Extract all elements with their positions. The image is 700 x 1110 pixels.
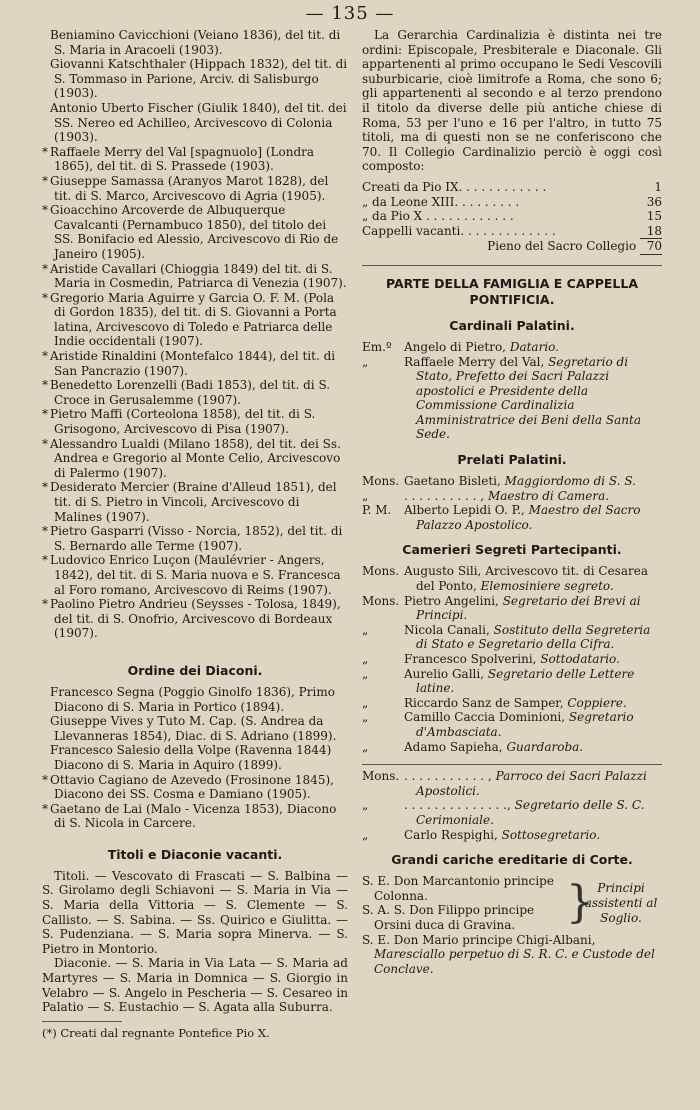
person-name: . . . . . . . . . . . , bbox=[404, 769, 492, 784]
cardinal-entry bbox=[42, 101, 348, 145]
cardinal-entry bbox=[42, 349, 348, 378]
star-mark: * bbox=[42, 173, 48, 188]
palatino-entry bbox=[362, 355, 662, 443]
sacri-rule bbox=[362, 764, 662, 765]
person-role: Maestro del Sacro Palazzo Apostolico. bbox=[416, 503, 641, 532]
star-mark: * bbox=[42, 203, 48, 218]
person-name: Nicola Canali, bbox=[404, 622, 490, 637]
person-name: Adamo Sapieha, bbox=[404, 739, 503, 754]
cardinals-list bbox=[42, 28, 348, 641]
composition-row bbox=[362, 209, 662, 224]
person-role: Segretario delle S. C. Cerimoniale. bbox=[416, 798, 645, 827]
deacon-entry-text: Francesco Salesio della Volpe (Ravenna 1844) Diacono di S. Maria in Aquiro (1899). bbox=[50, 743, 332, 772]
diaconie-text: — S. Maria in Via Lata — S. Maria ad Martyres — S. Maria in Domnica — S. Giorgio in Velabro — S. Angelo in Pescheria — S. Cesareo in Palatio — S. Eustachio — S. Agata alla Suburra. bbox=[42, 956, 348, 1015]
person-name: Raffaele Merry del Val, bbox=[404, 354, 545, 369]
person-role: Segretario d'Ambasciata. bbox=[416, 710, 634, 739]
person-name: Carlo Respighi, bbox=[404, 827, 498, 842]
composition-label: „ da Leone XIII. . . . . . . . . bbox=[362, 194, 520, 209]
deacon-entry bbox=[42, 802, 348, 831]
cardinal-entry bbox=[42, 203, 348, 261]
person-prefix: „ bbox=[362, 798, 369, 813]
cardinal-entry bbox=[42, 437, 348, 481]
star-mark: * bbox=[42, 261, 48, 276]
ereditarie-2: S. A. S. Don Filippo principe Orsini duca di Gravina. bbox=[362, 903, 535, 932]
cardinal-entry-text: Desiderato Mercier (Braine d'Alleud 1851), del tit. di S. Pietro in Vincoli, Arcivescovo di Malines (1907). bbox=[50, 480, 337, 524]
person-role: Segretario delle Lettere latine. bbox=[416, 666, 635, 696]
deacon-entry-text: Gaetano de Lai (Malo - Vicenza 1853), Diacono di S. Nicola in Carcere. bbox=[50, 801, 337, 831]
prelato-entry bbox=[362, 474, 662, 489]
composition-label: Cappelli vacanti. . . . . . . . . . . . . bbox=[362, 223, 556, 238]
sacri-entry bbox=[362, 769, 662, 798]
star-mark: * bbox=[42, 553, 48, 568]
person-role: Guardaroba. bbox=[506, 739, 584, 754]
person-prefix: „ bbox=[362, 739, 369, 754]
cardinal-entry-text: Beniamino Cavicchioni (Veiano 1836), del tit. di S. Maria in Aracoeli (1903). bbox=[50, 28, 341, 57]
deacon-entry bbox=[42, 743, 348, 772]
page-number: — 135 — bbox=[305, 3, 395, 24]
composition-label: „ da Pio X . . . . . . . . . . . . bbox=[362, 209, 514, 224]
person-prefix: „ bbox=[362, 666, 369, 681]
star-mark: * bbox=[42, 436, 48, 451]
cardinal-entry bbox=[42, 28, 348, 57]
person-name: . . . . . . . . . . . . . ., bbox=[404, 798, 511, 813]
person-name: Alberto Lepidi O. P., bbox=[404, 503, 525, 518]
cardinal-entry bbox=[42, 174, 348, 203]
person-role: Maggiordomo di S. S. bbox=[504, 474, 636, 489]
brace-icon: } bbox=[566, 877, 594, 929]
composition-value: 1 bbox=[654, 179, 662, 194]
sacri-entry bbox=[362, 828, 662, 843]
star-mark: * bbox=[42, 597, 48, 612]
sacri-list bbox=[362, 769, 662, 842]
camerieri-title: Camerieri Segreti Partecipanti. bbox=[402, 542, 622, 558]
ereditarie-1: S. E. Don Marcantonio principe Colonna. bbox=[362, 874, 554, 903]
right-column bbox=[362, 28, 662, 976]
prelati-title: Prelati Palatini. bbox=[457, 452, 567, 468]
star-mark: * bbox=[42, 480, 48, 495]
star-mark: * bbox=[42, 524, 48, 539]
star-mark: * bbox=[42, 144, 48, 159]
star-mark: * bbox=[42, 801, 48, 816]
sacri-entry bbox=[362, 798, 662, 827]
person-name: Aurelio Galli, bbox=[404, 666, 485, 681]
cardinal-entry-text: Aristide Rinaldini (Montefalco 1844), del tit. di San Pancrazio (1907). bbox=[50, 349, 336, 378]
person-role: Sottosegretario. bbox=[501, 827, 601, 842]
person-role: Elemosiniere segreto. bbox=[480, 579, 614, 594]
ereditarie-brace-label: Principi assistenti al Soglio. bbox=[584, 881, 658, 925]
composition-value: 15 bbox=[646, 209, 662, 224]
cardinal-entry-text: Antonio Uberto Fischer (Giulik 1840), del tit. dei SS. Nereo ed Achilleo, Arcivescovo di Colonia (1903). bbox=[50, 100, 347, 145]
cameriere-entry bbox=[362, 710, 662, 739]
camerieri-list bbox=[362, 564, 662, 754]
person-prefix: „ bbox=[362, 488, 369, 503]
cardinal-entry bbox=[42, 524, 348, 553]
composition-value: 36 bbox=[646, 194, 662, 209]
composition-row bbox=[362, 180, 662, 195]
deacon-entry bbox=[42, 714, 348, 743]
star-mark: * bbox=[42, 349, 48, 364]
cardinal-entry-text: Pietro Gasparri (Visso - Norcia, 1852), del tit. di S. Bernardo alle Terme (1907). bbox=[50, 524, 343, 553]
deacons-title: Ordine dei Diaconi. bbox=[127, 662, 263, 678]
deacon-entry-text: Giuseppe Vives y Tuto M. Cap. (S. Andrea da Llevanneras 1854), Diac. di S. Adriano (1899). bbox=[50, 714, 337, 743]
family-title: PARTE DELLA FAMIGLIA E CAPPELLA PONTIFICIA. bbox=[385, 275, 638, 307]
footnote: (*) Creati dal regnante Pontefice Pio X. bbox=[42, 1025, 270, 1040]
person-prefix: „ bbox=[362, 827, 369, 842]
deacon-entry-text: Francesco Segna (Poggio Ginolfo 1836), Primo Diacono di S. Maria in Portico (1894). bbox=[50, 684, 335, 714]
person-name: Riccardo Sanz de Samper, bbox=[404, 695, 564, 710]
person-role: Sostituto della Segreteria di Stato e Segretario della Cifra. bbox=[416, 622, 651, 652]
vacant-title: Titoli e Diaconie vacanti. bbox=[107, 846, 283, 862]
cardinal-entry-text: Giovanni Katschthaler (Hippach 1832), del tit. di S. Tommaso in Parione, Arciv. di Salisburgo (1903). bbox=[50, 57, 348, 101]
cardinal-entry-text: Raffaele Merry del Val [spagnuolo] (Londra 1865), del tit. di S. Prassede (1903). bbox=[50, 144, 315, 174]
cardinal-entry bbox=[42, 480, 348, 524]
person-name: . . . . . . . . . . , bbox=[404, 488, 485, 503]
section-rule bbox=[362, 265, 662, 266]
ereditarie-3-role: Maresciallo perpetuo di S. R. C. e Custode del Conclave. bbox=[374, 947, 655, 976]
titoli-label: Titoli. bbox=[54, 868, 90, 883]
composition-table bbox=[362, 180, 662, 238]
cardinal-entry-text: Giuseppe Samassa (Aranyos Marot 1828), del tit. di S. Marco, Arcivescovo di Agria (1905). bbox=[50, 173, 329, 203]
person-name: Francesco Spolverini, bbox=[404, 652, 537, 666]
person-role: Segretario dei Brevi ai Principi. bbox=[416, 593, 641, 623]
ereditarie-title: Grandi cariche ereditarie di Corte. bbox=[391, 852, 633, 868]
cardinal-entry bbox=[42, 145, 348, 174]
person-prefix: Mons. bbox=[362, 564, 400, 579]
person-role: Maestro di Camera. bbox=[487, 488, 610, 503]
cameriere-entry bbox=[362, 696, 662, 711]
person-prefix: Em.º bbox=[362, 339, 392, 354]
cardinal-entry bbox=[42, 553, 348, 597]
palatini-list bbox=[362, 340, 662, 442]
person-prefix: „ bbox=[362, 695, 369, 710]
total-row bbox=[362, 238, 662, 255]
person-prefix: „ bbox=[362, 652, 369, 666]
person-prefix: Mons. bbox=[362, 474, 400, 489]
titoli-text: — Vescovato di Frascati — S. Balbina — S. Girolamo degli Schiavoni — S. Maria in Via — S. Maria della Vittoria — S. Clemente — S. Callisto. — S. Sabina. — Ss. Quirico e Giulitta. — S. Pudenziana. — S. Maria sopra Minerva. — S. Pietro in Montorio. bbox=[42, 868, 348, 956]
cardinal-entry-text: Aristide Cavallari (Chioggia 1849) del tit. di S. Maria in Cosmedin, Patriarca di Venezia (1907). bbox=[50, 261, 347, 291]
left-column bbox=[42, 28, 348, 1040]
hierarchy-text: La Gerarchia Cardinalizia è distinta nei tre ordini: Episcopale, Presbiterale e Diaconale. Gli appartenenti al primo occupano le Sedi Vescovili suburbicarie, cioè limitrofe a Roma, che sono 6; gli appartenenti al secondo e al terzo prendono il titolo da diverse delle più antiche chiese di Roma, 53 per l'uno e 16 per l'altro, in tutto 75 titoli, ma di questi non se ne conferiscono che 70. Il Collegio Cardinalizio perciò è oggi così composto: bbox=[362, 28, 662, 174]
person-name: Pietro Angelini, bbox=[404, 593, 499, 608]
cardinal-entry-text: Gioacchino Arcoverde de Albuquerque Cavalcanti (Pernambuco 1850), del titolo dei SS. Bonifacio ed Alessio, Arcivescovo di Rio de Janeiro (1905). bbox=[50, 203, 339, 261]
prelati-list bbox=[362, 474, 662, 532]
star-mark: * bbox=[42, 407, 48, 422]
ereditarie-3 bbox=[362, 933, 662, 977]
titoli-paragraph bbox=[42, 869, 348, 957]
person-role: Parroco dei Sacri Palazzi Apostolici. bbox=[416, 769, 647, 798]
person-name: Augusto Sili, Arcivescovo tit. di Cesarea del Ponto, bbox=[404, 564, 648, 594]
ereditarie-brace-block bbox=[362, 874, 662, 932]
footnote-rule bbox=[42, 1021, 122, 1022]
deacon-entry bbox=[42, 773, 348, 802]
ereditarie-3-name: S. E. Don Mario principe Chigi-Albani, bbox=[362, 932, 596, 947]
cameriere-entry bbox=[362, 564, 662, 593]
person-prefix: „ bbox=[362, 710, 369, 725]
person-role: Sottodatario. bbox=[540, 652, 620, 666]
diaconie-label: Diaconie. bbox=[54, 956, 112, 971]
person-role: Segretario di Stato, Prefetto dei Sacri Palazzi apostolici e Presidente della Commissione Cardinalizia Amministratrice dei Beni della Santa Sede. bbox=[416, 354, 641, 442]
person-role: Datario. bbox=[509, 339, 559, 354]
person-prefix: Mons. bbox=[362, 769, 400, 784]
person-prefix: Mons. bbox=[362, 593, 400, 608]
deacon-entry bbox=[42, 685, 348, 714]
cardinal-entry-text: Ludovico Enrico Luçon (Maulévrier - Angers, 1842), del tit. di S. Maria nuova e S. Francesca al Foro romano, Arcivescovo di Reims (1907). bbox=[50, 553, 341, 597]
cardinal-entry bbox=[42, 378, 348, 407]
deacon-entry-text: Ottavio Cagiano de Azevedo (Frosinone 1845), Diacono dei SS. Cosma e Damiano (1905). bbox=[50, 772, 334, 802]
person-prefix: „ bbox=[362, 354, 369, 369]
total-label: Pieno del Sacro Collegio bbox=[487, 239, 637, 254]
cameriere-entry bbox=[362, 652, 662, 667]
person-prefix: P. M. bbox=[362, 503, 392, 518]
prelato-entry bbox=[362, 489, 662, 504]
cardinal-entry-text: Paolino Pietro Andrieu (Seysses - Tolosa, 1849), del tit. di S. Onofrio, Arcivescovo di Bordeaux (1907). bbox=[50, 597, 341, 641]
person-prefix: „ bbox=[362, 622, 369, 637]
star-mark: * bbox=[42, 290, 48, 305]
cameriere-entry bbox=[362, 740, 662, 755]
star-mark: * bbox=[42, 772, 48, 787]
person-name: Camillo Caccia Dominioni, bbox=[404, 710, 566, 725]
palatini-title: Cardinali Palatini. bbox=[449, 317, 575, 333]
person-role: Coppiere. bbox=[567, 695, 627, 710]
cardinal-entry bbox=[42, 407, 348, 436]
prelato-entry bbox=[362, 503, 662, 532]
total-value: 70 bbox=[640, 238, 662, 255]
composition-label: Creati da Pio IX. . . . . . . . . . . . bbox=[362, 179, 547, 194]
composition-row bbox=[362, 195, 662, 210]
cardinal-entry bbox=[42, 262, 348, 291]
cardinal-entry bbox=[42, 291, 348, 349]
person-name: Gaetano Bisleti, bbox=[404, 474, 501, 489]
cardinal-entry bbox=[42, 597, 348, 641]
cameriere-entry bbox=[362, 623, 662, 652]
cameriere-entry bbox=[362, 667, 662, 696]
composition-value: 18 bbox=[646, 223, 662, 238]
composition-row bbox=[362, 224, 662, 239]
cardinal-entry-text: Alessandro Lualdi (Milano 1858), del tit. dei Ss. Andrea e Gregorio al Monte Celio, Arcivescovo di Palermo (1907). bbox=[50, 436, 341, 480]
palatino-entry bbox=[362, 340, 662, 355]
deacons-list bbox=[42, 685, 348, 831]
star-mark: * bbox=[42, 378, 48, 393]
cardinal-entry-text: Benedetto Lorenzelli (Badi 1853), del tit. di S. Croce in Gerusalemme (1907). bbox=[50, 378, 331, 407]
cardinal-entry-text: Pietro Maffi (Corteolona 1858), del tit. di S. Grisogono, Arcivescovo di Pisa (1907). bbox=[50, 407, 316, 437]
cameriere-entry bbox=[362, 594, 662, 623]
cardinal-entry bbox=[42, 57, 348, 101]
person-name: Angelo di Pietro, bbox=[404, 339, 506, 354]
diaconie-paragraph bbox=[42, 956, 348, 1014]
cardinal-entry-text: Gregorio Maria Aguirre y Garcia O. F. M. (Pola di Gordon 1835), del tit. di S. Giovanni a Porta latina, Arcivescovo di Toledo e Patriarca delle Indie occidentali (1907). bbox=[50, 290, 337, 349]
